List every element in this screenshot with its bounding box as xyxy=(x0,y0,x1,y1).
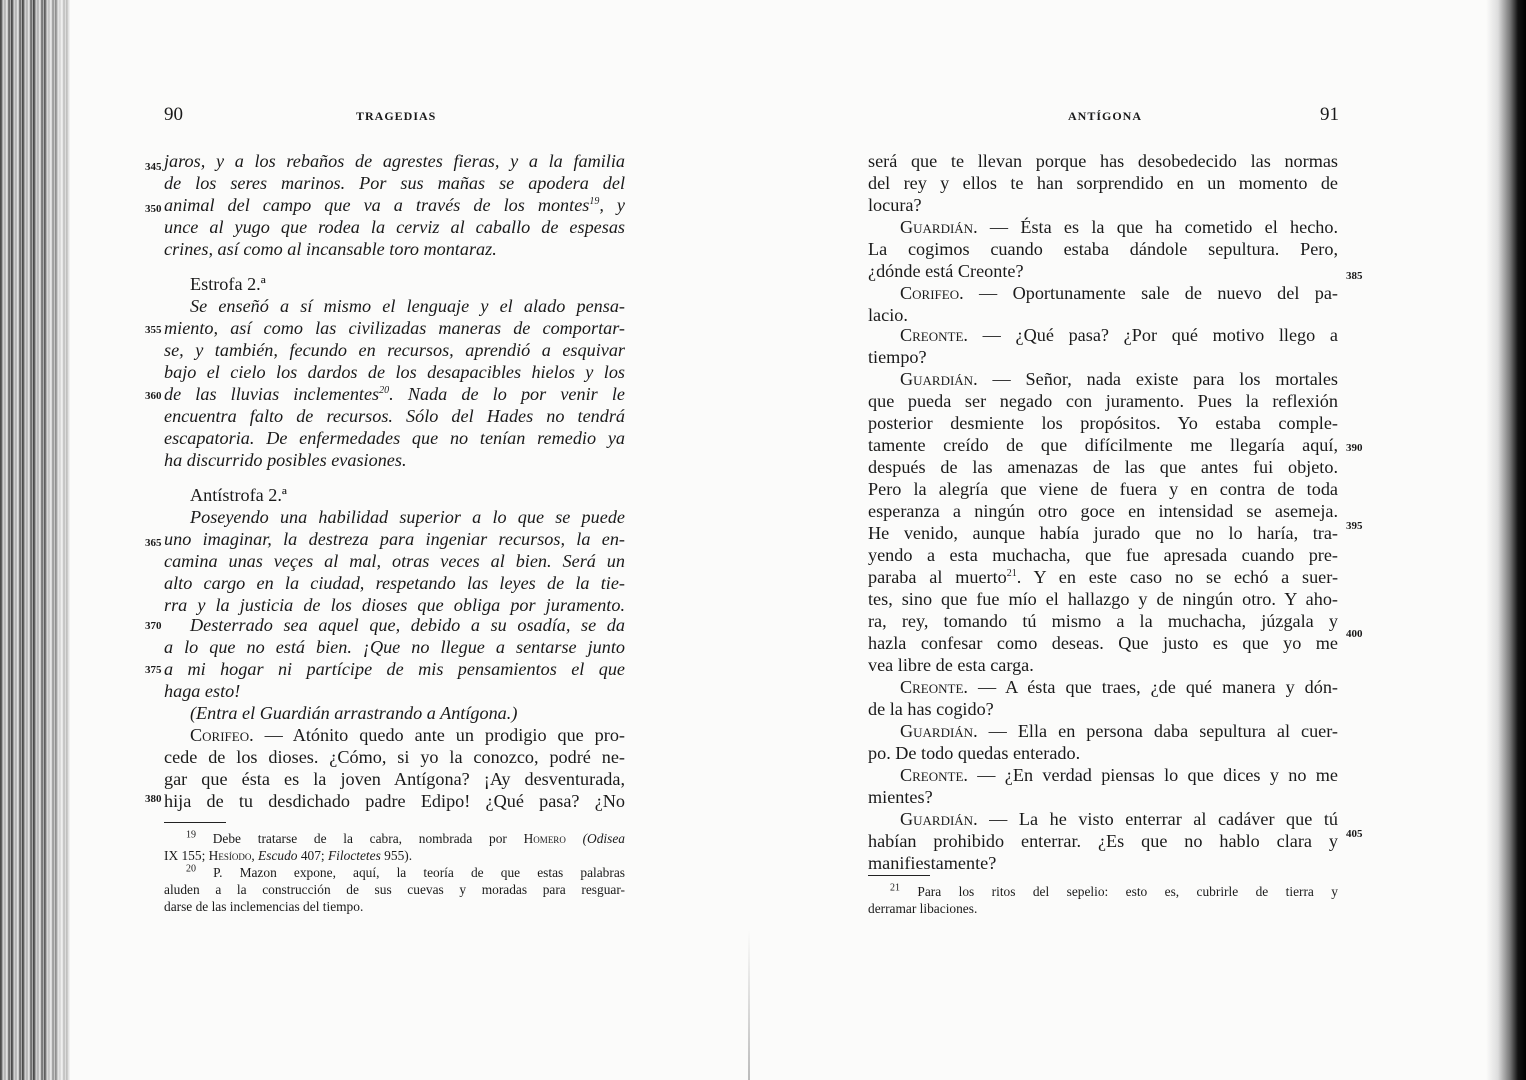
verse-line: bajo el cielo los dardos de los desapacibles hielos y los xyxy=(164,362,625,382)
dialogue-line: Creonte. — ¿Qué pasa? ¿Por qué motivo llego a xyxy=(900,325,1338,345)
left-page xyxy=(0,0,760,1080)
footnote-20-line: aluden a la construcción de sus cuevas y moradas para resguar- xyxy=(164,882,625,897)
dialogue-line: ¿dónde está Creonte? xyxy=(868,261,1024,281)
running-head: TRAGEDIAS xyxy=(356,109,437,123)
page-number: 91 xyxy=(1320,104,1339,125)
verse-line: ha discurrido posibles evasiones. xyxy=(164,450,407,470)
verse-line: se, y también, fecundo en recursos, aprendió a esquivar xyxy=(164,340,625,360)
right-page xyxy=(760,0,1526,1080)
line-number: 405 xyxy=(1346,828,1363,840)
line-number: 345 xyxy=(145,161,162,173)
line-number: 400 xyxy=(1346,628,1363,640)
dialogue-line: de la has cogido? xyxy=(868,699,994,719)
dialogue-line: Creonte. — A ésta que traes, ¿de qué manera y dón- xyxy=(900,677,1338,697)
dialogue-line: ra, rey, tomando tú mismo a la muchacha, júzgala y xyxy=(868,611,1338,631)
stage-direction: (Entra el Guardián arrastrando a Antígona.) xyxy=(190,703,518,723)
verse-line: alto cargo en la ciudad, respetando las leyes de la tie- xyxy=(164,573,625,593)
dialogue-line: locura? xyxy=(868,195,922,215)
verse-line: crines, así como al incansable toro montaraz. xyxy=(164,239,497,259)
dialogue-line: Guardián. — Ésta es la que ha cometido el hecho. xyxy=(900,217,1338,237)
line-number: 375 xyxy=(145,664,162,676)
footnote-20-line: darse de las inclemencias del tiempo. xyxy=(164,899,364,914)
line-number: 385 xyxy=(1346,270,1363,282)
dialogue-line: yendo a esta muchacha, que fue apresada cuando pre- xyxy=(868,545,1338,565)
verse-line: uno imaginar, la destreza para ingeniar recursos, la en- xyxy=(164,529,625,549)
line-number: 350 xyxy=(145,203,162,215)
footnote-21: $^{21}$ Para los ritos del sepelio: esto es, cubrirle de tierra y xyxy=(890,882,1338,899)
line-number: 365 xyxy=(145,537,162,549)
verse-line: jaros, y a los rebaños de agrestes fieras, y a la familia xyxy=(164,151,625,171)
verse-line: rra y la justicia de los dioses que obliga por juramento. xyxy=(164,595,625,615)
dialogue-line: Guardián. — Ella en persona daba sepultura al cuer- xyxy=(900,721,1338,741)
line-number: 355 xyxy=(145,324,162,336)
dialogue-line: tamente creído de que difícilmente me llegaría aquí, xyxy=(868,435,1338,455)
dialogue-line: He venido, aunque había jurado que no lo haría, tra- xyxy=(868,523,1338,543)
line-number: 380 xyxy=(145,793,162,805)
dialogue-line: posterior desmiente los propósitos. Yo estaba comple- xyxy=(868,413,1338,433)
dialogue-line: La cogimos cuando estaba dándole sepultura. Pero, xyxy=(868,239,1338,259)
footnote-rule xyxy=(868,875,930,876)
footnote-19-line: IX 155; Hesíodo, Escudo 407; Filoctetes 955). xyxy=(164,848,413,863)
verse-line: Poseyendo una habilidad superior a lo que se puede xyxy=(190,507,625,527)
speaker-name: Creonte. xyxy=(900,765,968,785)
dialogue-line: habían prohibido enterrar. ¿Es que no hablo clara y xyxy=(868,831,1338,851)
page-number: 90 xyxy=(164,104,183,125)
speaker-name: Guardián. xyxy=(900,369,978,389)
dialogue-line: manifiestamente? xyxy=(868,853,997,873)
dialogue-line: Creonte. — ¿En verdad piensas lo que dices y no me xyxy=(900,765,1338,785)
verse-line: a mi hogar ni partícipe de mis pensamientos el que xyxy=(164,659,625,679)
line-number: 390 xyxy=(1346,442,1363,454)
dialogue-line: tiempo? xyxy=(868,347,927,367)
verse-line: animal del campo que va a través de los montes$^{19}$, y xyxy=(164,195,625,215)
line-number: 370 xyxy=(145,620,162,632)
dialogue-line: hija de tu desdichado padre Edipo! ¿Qué pasa? ¿No xyxy=(164,791,625,811)
footnote-rule xyxy=(164,822,226,823)
speaker-name: Guardián. xyxy=(900,217,978,237)
verse-line: Se enseñó a sí mismo el lenguaje y el alado pensa- xyxy=(190,296,625,316)
dialogue-line: lacio. xyxy=(868,305,908,325)
dialogue-line: vea libre de esta carga. xyxy=(868,655,1034,675)
dialogue-line: del rey y ellos te han sorprendido en un momento de xyxy=(868,173,1338,193)
verse-line: unce al yugo que rodea la cerviz al caballo de espesas xyxy=(164,217,625,237)
dialogue-line: será que te llevan porque has desobedecido las normas xyxy=(868,151,1338,171)
dialogue-line: después de las amenazas de las que antes fui objeto. xyxy=(868,457,1338,477)
speaker-name: Creonte. xyxy=(900,677,968,697)
line-number: 395 xyxy=(1346,520,1363,532)
dialogue-line: Guardián. — La he visto enterrar al cadáver que tú xyxy=(900,809,1338,829)
footnote-20: $^{20}$ P. Mazon expone, aquí, la teoría de que estas palabras xyxy=(186,863,625,880)
footnote-21-line: derramar libaciones. xyxy=(868,901,978,916)
dialogue-line: mientes? xyxy=(868,787,933,807)
verse-line: de los seres marinos. Por sus mañas se apodera del xyxy=(164,173,625,193)
speaker-name: Guardián. xyxy=(900,809,978,829)
verse-line: miento, así como las civilizadas maneras de comportar- xyxy=(164,318,625,338)
verse-line: camina unas veçes al mal, otras veces al bien. Será un xyxy=(164,551,625,571)
dialogue-line: esperanza a ningún otro goce en intensidad se asemeja. xyxy=(868,501,1338,521)
stanza-heading: Estrofa 2.ª xyxy=(190,274,266,294)
dialogue-line: Pero la alegría que viene de fuera y en contra de toda xyxy=(868,479,1338,499)
speaker-name: Creonte. xyxy=(900,325,968,345)
speaker-name: Corifeo. xyxy=(190,725,254,745)
dialogue-line: paraba al muerto$^{21}$. Y en este caso no se echó a suer- xyxy=(868,567,1339,587)
stanza-heading: Antístrofa 2.ª xyxy=(190,485,287,505)
dialogue-line: cede de los dioses. ¿Cómo, si yo la conozco, podré ne- xyxy=(164,747,625,767)
running-head: ANTÍGONA xyxy=(1068,109,1143,123)
dialogue-line: po. De todo quedas enterado. xyxy=(868,743,1081,763)
verse-line: de las lluvias inclementes$^{20}$. Nada de lo por venir le xyxy=(164,384,625,404)
dialogue-line: Corifeo. — Oportunamente sale de nuevo del pa- xyxy=(900,283,1338,303)
dialogue-line: que pueda ser negado con juramento. Pues la reflexión xyxy=(868,391,1338,411)
verse-line: a lo que no está bien. ¡Que no llegue a sentarse junto xyxy=(164,637,625,657)
line-number: 360 xyxy=(145,390,162,402)
dialogue-line: gar que ésta es la joven Antígona? ¡Ay desventurada, xyxy=(164,769,625,789)
verse-line: escapatoria. De enfermedades que no tenían remedio ya xyxy=(164,428,625,448)
speaker-name: Guardián. xyxy=(900,721,978,741)
dialogue-line: Guardián. — Señor, nada existe para los mortales xyxy=(900,369,1338,389)
dialogue-line: hazla confesar como deseas. Que justo es que yo me xyxy=(868,633,1338,653)
verse-line: encuentra falto de recursos. Sólo del Hades no tendrá xyxy=(164,406,625,426)
speaker-name: Corifeo. xyxy=(900,283,964,303)
dialogue-line: tes, sino que fue mío el hallazgo y de ningún otro. Y aho- xyxy=(868,589,1338,609)
verse-line: Desterrado sea aquel que, debido a su osadía, se da xyxy=(190,615,625,635)
dialogue-line: Corifeo. — Atónito quedo ante un prodigio que pro- xyxy=(190,725,625,745)
verse-line: haga esto! xyxy=(164,681,241,701)
footnote-19: $^{19}$ Debe tratarse de la cabra, nombrada por Homero (Odisea xyxy=(186,829,625,846)
